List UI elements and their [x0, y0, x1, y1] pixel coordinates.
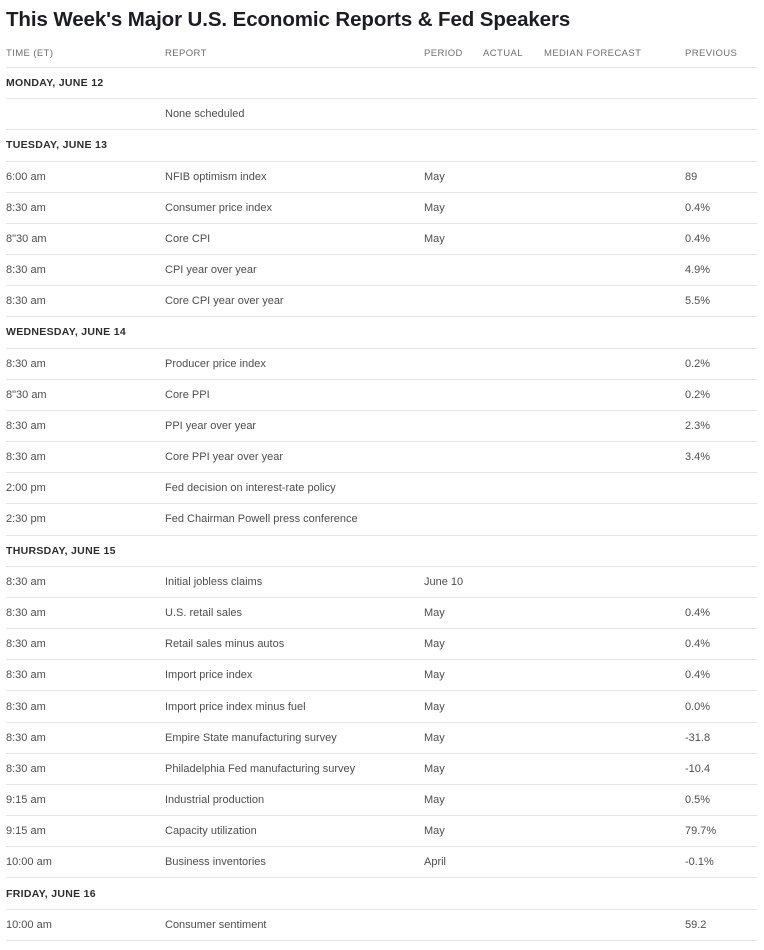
- time-cell: 2:00 pm: [6, 482, 46, 495]
- previous-cell: 3.4%: [685, 451, 711, 464]
- section-day-row: [6, 68, 757, 99]
- table-row: [6, 910, 757, 941]
- table-row: [6, 598, 757, 629]
- report-cell: Fed decision on interest-rate policy: [165, 482, 336, 495]
- page-title: This Week's Major U.S. Economic Reports & Fed Speakers: [6, 8, 571, 31]
- table-row: [6, 442, 757, 473]
- time-cell: 10:00 am: [6, 856, 52, 869]
- time-cell: 8:30 am: [6, 419, 46, 432]
- table-row: [6, 847, 757, 878]
- time-cell: 8:30 am: [6, 201, 46, 214]
- table-row: [6, 286, 757, 317]
- period-cell: April: [424, 856, 447, 869]
- table-row: [6, 567, 757, 598]
- period-cell: May: [424, 669, 445, 682]
- report-cell: Import price index: [165, 669, 253, 682]
- section-day-row: [6, 536, 757, 567]
- table-row: [6, 349, 757, 380]
- table-row: [6, 816, 757, 847]
- previous-cell: -10.4: [685, 762, 711, 775]
- previous-cell: 5.5%: [685, 295, 711, 308]
- time-cell: 8:30 am: [6, 451, 46, 464]
- previous-cell: -0.1%: [685, 856, 714, 869]
- period-cell: May: [424, 731, 445, 744]
- table-row: [6, 255, 757, 286]
- section-day-label: WEDNESDAY, JUNE 14: [6, 326, 126, 339]
- previous-cell: 0.4%: [685, 669, 711, 682]
- report-cell: Industrial production: [165, 794, 265, 807]
- section-day-label: TUESDAY, JUNE 13: [6, 139, 108, 152]
- period-cell: June 10: [424, 575, 464, 588]
- report-cell: Producer price index: [165, 357, 266, 370]
- time-cell: 8:30 am: [6, 669, 46, 682]
- previous-cell: 0.4%: [685, 638, 711, 651]
- table-row: [6, 99, 757, 130]
- table-row: [6, 629, 757, 660]
- table-row: [6, 411, 757, 442]
- time-cell: 8:30 am: [6, 575, 46, 588]
- period-cell: May: [424, 638, 445, 651]
- section-day-label: MONDAY, JUNE 12: [6, 77, 104, 90]
- time-cell: 2:30 pm: [6, 513, 46, 526]
- period-cell: May: [424, 700, 445, 713]
- previous-cell: 89: [685, 170, 698, 183]
- period-cell: May: [424, 825, 445, 838]
- time-cell: 6:00 am: [6, 170, 46, 183]
- time-cell: 8:30 am: [6, 264, 46, 277]
- period-cell: May: [424, 607, 445, 619]
- previous-cell: -31.8: [685, 731, 711, 744]
- period-cell: May: [424, 794, 445, 807]
- period-cell: May: [424, 170, 445, 183]
- report-cell: Consumer sentiment: [165, 918, 267, 931]
- time-cell: 8:30 am: [6, 731, 46, 744]
- previous-cell: 0.4%: [685, 232, 711, 245]
- report-cell: CPI year over year: [165, 264, 257, 277]
- report-cell: PPI year over year: [165, 419, 257, 432]
- table-row: [6, 473, 757, 504]
- time-cell: 9:15 am: [6, 794, 46, 807]
- previous-cell: 4.9%: [685, 264, 711, 277]
- time-cell: 8:30 am: [6, 638, 46, 651]
- previous-cell: 0.0%: [685, 700, 711, 713]
- report-cell: Core CPI: [165, 232, 211, 245]
- time-cell: 8:30 am: [6, 357, 46, 370]
- report-cell: Philadelphia Fed manufacturing survey: [165, 762, 356, 775]
- economic-reports-table: [6, 34, 757, 941]
- table-row: [6, 224, 757, 255]
- column-header-time: TIME (ET): [6, 48, 54, 59]
- report-cell: NFIB optimism index: [165, 170, 267, 183]
- report-cell: Retail sales minus autos: [165, 638, 285, 651]
- previous-cell: 0.5%: [685, 794, 711, 807]
- table-row: [6, 162, 757, 193]
- report-cell: Import price index minus fuel: [165, 700, 306, 713]
- report-cell: Consumer price index: [165, 201, 272, 214]
- time-cell: 10:00 am: [6, 918, 52, 931]
- previous-cell: 2.3%: [685, 419, 711, 432]
- previous-cell: 0.4%: [685, 201, 711, 214]
- report-cell: None scheduled: [165, 108, 245, 121]
- table-row: [6, 380, 757, 411]
- report-cell: Initial jobless claims: [165, 575, 263, 588]
- previous-cell: 0.4%: [685, 607, 711, 619]
- column-header-period: PERIOD: [424, 48, 463, 59]
- time-cell: 9:15 am: [6, 825, 46, 838]
- section-day-label: FRIDAY, JUNE 16: [6, 887, 96, 900]
- column-header-report: REPORT: [165, 48, 207, 59]
- previous-cell: 59.2: [685, 918, 707, 931]
- table-row: [6, 785, 757, 816]
- column-header-actual: ACTUAL: [483, 48, 523, 59]
- report-cell: Fed Chairman Powell press conference: [165, 513, 358, 526]
- report-cell: Capacity utilization: [165, 825, 257, 838]
- section-day-label: THURSDAY, JUNE 15: [6, 544, 116, 557]
- report-cell: Business inventories: [165, 856, 266, 869]
- report-cell: Core CPI year over year: [165, 295, 284, 308]
- report-cell: Core PPI: [165, 388, 210, 401]
- table-row: [6, 660, 757, 691]
- report-cell: Empire State manufacturing survey: [165, 731, 337, 744]
- section-day-row: [6, 878, 757, 909]
- section-day-row: [6, 317, 757, 348]
- previous-cell: 0.2%: [685, 388, 711, 401]
- time-cell: 8:30 am: [6, 700, 46, 713]
- table-row: [6, 504, 757, 535]
- report-cell: U.S. retail sales: [165, 607, 243, 619]
- table-row: [6, 193, 757, 224]
- time-cell: 8:30 am: [6, 295, 46, 308]
- period-cell: May: [424, 201, 445, 214]
- report-cell: Core PPI year over year: [165, 451, 283, 464]
- previous-cell: 0.2%: [685, 357, 711, 370]
- time-cell: 8:30 am: [6, 762, 46, 775]
- table-row: [6, 754, 757, 785]
- section-day-row: [6, 130, 757, 161]
- column-header-row: [6, 34, 757, 68]
- period-cell: May: [424, 232, 445, 245]
- period-cell: May: [424, 762, 445, 775]
- report-table-body: [6, 68, 757, 941]
- table-row: [6, 723, 757, 754]
- time-cell: 8"30 am: [6, 232, 47, 245]
- time-cell: 8"30 am: [6, 388, 47, 401]
- time-cell: 8:30 am: [6, 607, 46, 619]
- column-header-previous: PREVIOUS: [685, 48, 738, 59]
- previous-cell: 79.7%: [685, 825, 717, 838]
- column-header-median-forecast: MEDIAN FORECAST: [544, 48, 642, 59]
- table-row: [6, 691, 757, 722]
